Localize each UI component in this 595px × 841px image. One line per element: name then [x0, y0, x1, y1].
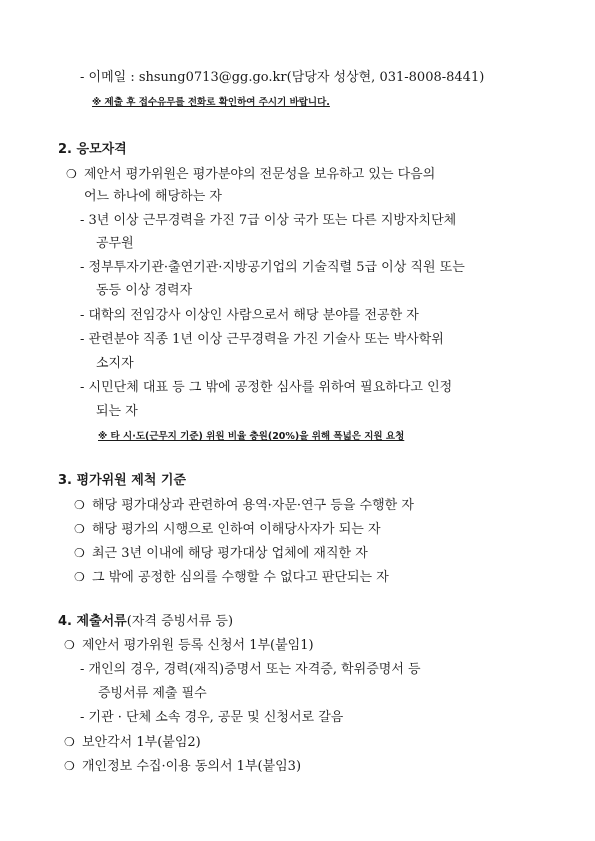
circle-bullet-icon: ❍	[64, 735, 75, 749]
qualification-item-2: - 정부투자기관·출연기관·지방공기업의 기술직렬 5급 이상 직원 또는	[80, 260, 465, 275]
qualification-item-5: - 시민단체 대표 등 그 밖에 공정한 심사를 위하여 필요하다고 인정	[80, 380, 453, 395]
section-3-title: 3. 평가위원 제척 기준	[58, 473, 187, 488]
circle-bullet-icon: ❍	[64, 638, 75, 652]
section-2-intro: ❍ 제안서 평가위원은 평가분야의 전문성을 보유하고 있는 다음의	[66, 167, 436, 182]
section-2-title: 2. 응모자격	[58, 142, 127, 157]
section-4-title: 4. 제출서류(자격 증빙서류 등)	[58, 614, 234, 629]
document-sub-1: - 개인의 경우, 경력(재직)증명서 또는 자격증, 학위증명서 등	[80, 662, 421, 677]
circle-bullet-icon: ❍	[74, 498, 85, 512]
document-sub-2: - 기관 · 단체 소속 경우, 공문 및 신청서로 갈음	[80, 710, 344, 725]
exclusion-item-4: ❍ 그 밖에 공정한 심의를 수행할 수 없다고 판단되는 자	[74, 570, 389, 585]
qualification-item-2-cont: 동등 이상 경력자	[96, 283, 193, 298]
confirm-note: ※ 제출 후 접수유무를 전화로 확인하여 주시기 바랍니다.	[92, 97, 330, 108]
qualification-item-4: - 관련분야 직종 1년 이상 근무경력을 가진 기술사 또는 박사학위	[80, 332, 444, 347]
exclusion-item-3: ❍ 최근 3년 이내에 해당 평가대상 업체에 재직한 자	[74, 546, 368, 561]
qualification-item-4-cont: 소지자	[96, 356, 134, 371]
circle-bullet-icon: ❍	[74, 546, 85, 560]
section-2-intro-cont: 어느 하나에 해당하는 자	[84, 189, 222, 204]
qualification-item-1: - 3년 이상 근무경력을 가진 7급 이상 국가 또는 다른 지방자치단체	[80, 213, 457, 228]
document-item-2: ❍ 보안각서 1부(붙임2)	[64, 735, 201, 750]
document-item-1: ❍ 제안서 평가위원 등록 신청서 1부(붙임1)	[64, 638, 314, 653]
document-sub-1-cont: 증빙서류 제출 필수	[98, 686, 207, 701]
document-item-3: ❍ 개인정보 수집·이용 동의서 1부(붙임3)	[64, 759, 302, 774]
qualification-item-3: - 대학의 전임강사 이상인 사람으로서 해당 분야를 전공한 자	[80, 308, 419, 323]
circle-bullet-icon: ❍	[74, 522, 85, 536]
circle-bullet-icon: ❍	[66, 167, 77, 181]
circle-bullet-icon: ❍	[74, 570, 85, 584]
qualification-item-5-cont: 되는 자	[96, 404, 138, 419]
circle-bullet-icon: ❍	[64, 759, 75, 773]
email-line: - 이메일 : shsung0713@gg.go.kr(담당자 성상현, 031-8008-8441)	[80, 70, 485, 85]
exclusion-item-2: ❍ 해당 평가의 시행으로 인하여 이해당사자가 되는 자	[74, 522, 381, 537]
qualification-item-1-cont: 공무원	[96, 236, 134, 251]
ratio-note: ※ 타 시·도(근무지 기준) 위원 비율 충원(20%)을 위해 폭넓은 지원 요청	[98, 431, 405, 442]
exclusion-item-1: ❍ 해당 평가대상과 관련하여 용역·자문·연구 등을 수행한 자	[74, 498, 414, 513]
